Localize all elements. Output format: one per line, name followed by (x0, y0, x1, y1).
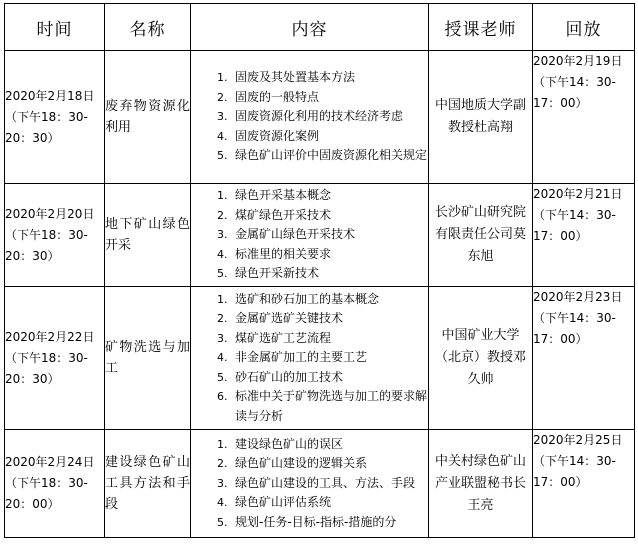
table-row (5, 51, 635, 184)
content-list (191, 435, 428, 533)
replay-time: 2020年2月25日（下午14：30-17：00） (533, 430, 635, 538)
content-list (191, 186, 428, 284)
session-time: 2020年2月18日（下午18：30-20：30） (5, 51, 105, 184)
list-item: 1. 固废及其处置基本方法 (231, 68, 428, 88)
list-item: 4. 固废资源化案例 (231, 127, 428, 147)
list-item: 5. 绿色开采新技术 (231, 264, 428, 284)
course-content (191, 430, 429, 538)
course-name: 地下矿山绿色开采 (105, 184, 191, 287)
list-item: 5. 砂石矿山的加工技术 (231, 368, 428, 388)
list-item: 4. 标准里的相关要求 (231, 245, 428, 265)
header-name: 名称 (105, 4, 191, 51)
course-content (191, 184, 429, 287)
header-time: 时间 (5, 4, 105, 51)
list-item: 1. 建设绿色矿山的误区 (231, 435, 428, 455)
replay-time: 2020年2月21日（下午14：30-17：00） (533, 184, 635, 287)
replay-time: 2020年2月19日（下午14：30-17：00） (533, 51, 635, 184)
teacher: 中国地质大学副教授杜高翔 (429, 51, 533, 184)
list-item: 4. 非金属矿加工的主要工艺 (231, 348, 428, 368)
course-name: 建设绿色矿山工具方法和手段 (105, 430, 191, 538)
list-item: 5. 规划-任务-目标-指标-措施的分 (231, 513, 428, 533)
header-replay: 回放 (533, 4, 635, 51)
list-item: 2. 金属矿选矿关键技术 (231, 309, 428, 329)
table-row (5, 430, 635, 538)
list-item: 2. 绿色矿山建设的逻辑关系 (231, 454, 428, 474)
content-list (191, 290, 428, 427)
teacher: 长沙矿山研究院有限责任公司莫东旭 (429, 184, 533, 287)
list-item: 1. 绿色开采基本概念 (231, 186, 428, 206)
course-schedule-table (4, 3, 635, 538)
course-content (191, 287, 429, 430)
session-time: 2020年2月20日（下午18：30-20：30） (5, 184, 105, 287)
list-item: 5. 绿色矿山评价中固废资源化相关规定 (231, 146, 428, 166)
session-time: 2020年2月22日（下午18：30-20：30） (5, 287, 105, 430)
list-item: 2. 固废的一般特点 (231, 88, 428, 108)
list-item: 3. 固废资源化利用的技术经济考虑 (231, 107, 428, 127)
list-item: 1. 选矿和砂石加工的基本概念 (231, 290, 428, 310)
list-item: 4. 绿色矿山评估系统 (231, 493, 428, 513)
replay-time: 2020年2月23日（下午14：30-17：00） (533, 287, 635, 430)
course-name: 废弃物资源化利用 (105, 51, 191, 184)
list-item: 6. 标准中关于矿物洗选与加工的要求解读与分析 (231, 387, 428, 426)
content-list (191, 68, 428, 166)
header-teacher: 授课老师 (429, 4, 533, 51)
header-content: 内容 (191, 4, 429, 51)
teacher: 中关村绿色矿山产业联盟秘书长王亮 (429, 430, 533, 538)
list-item: 3. 绿色矿山建设的工具、方法、手段 (231, 474, 428, 494)
session-time: 2020年2月24日（下午18：30-20：00） (5, 430, 105, 538)
list-item: 2. 煤矿绿色开采技术 (231, 206, 428, 226)
teacher: 中国矿业大学（北京）教授邓久帅 (429, 287, 533, 430)
header-row (5, 4, 635, 51)
table-row (5, 184, 635, 287)
list-item: 3. 金属矿山绿色开采技术 (231, 225, 428, 245)
table-row (5, 287, 635, 430)
list-item: 3. 煤矿选矿工艺流程 (231, 329, 428, 349)
course-name: 矿物洗选与加工 (105, 287, 191, 430)
course-content (191, 51, 429, 184)
